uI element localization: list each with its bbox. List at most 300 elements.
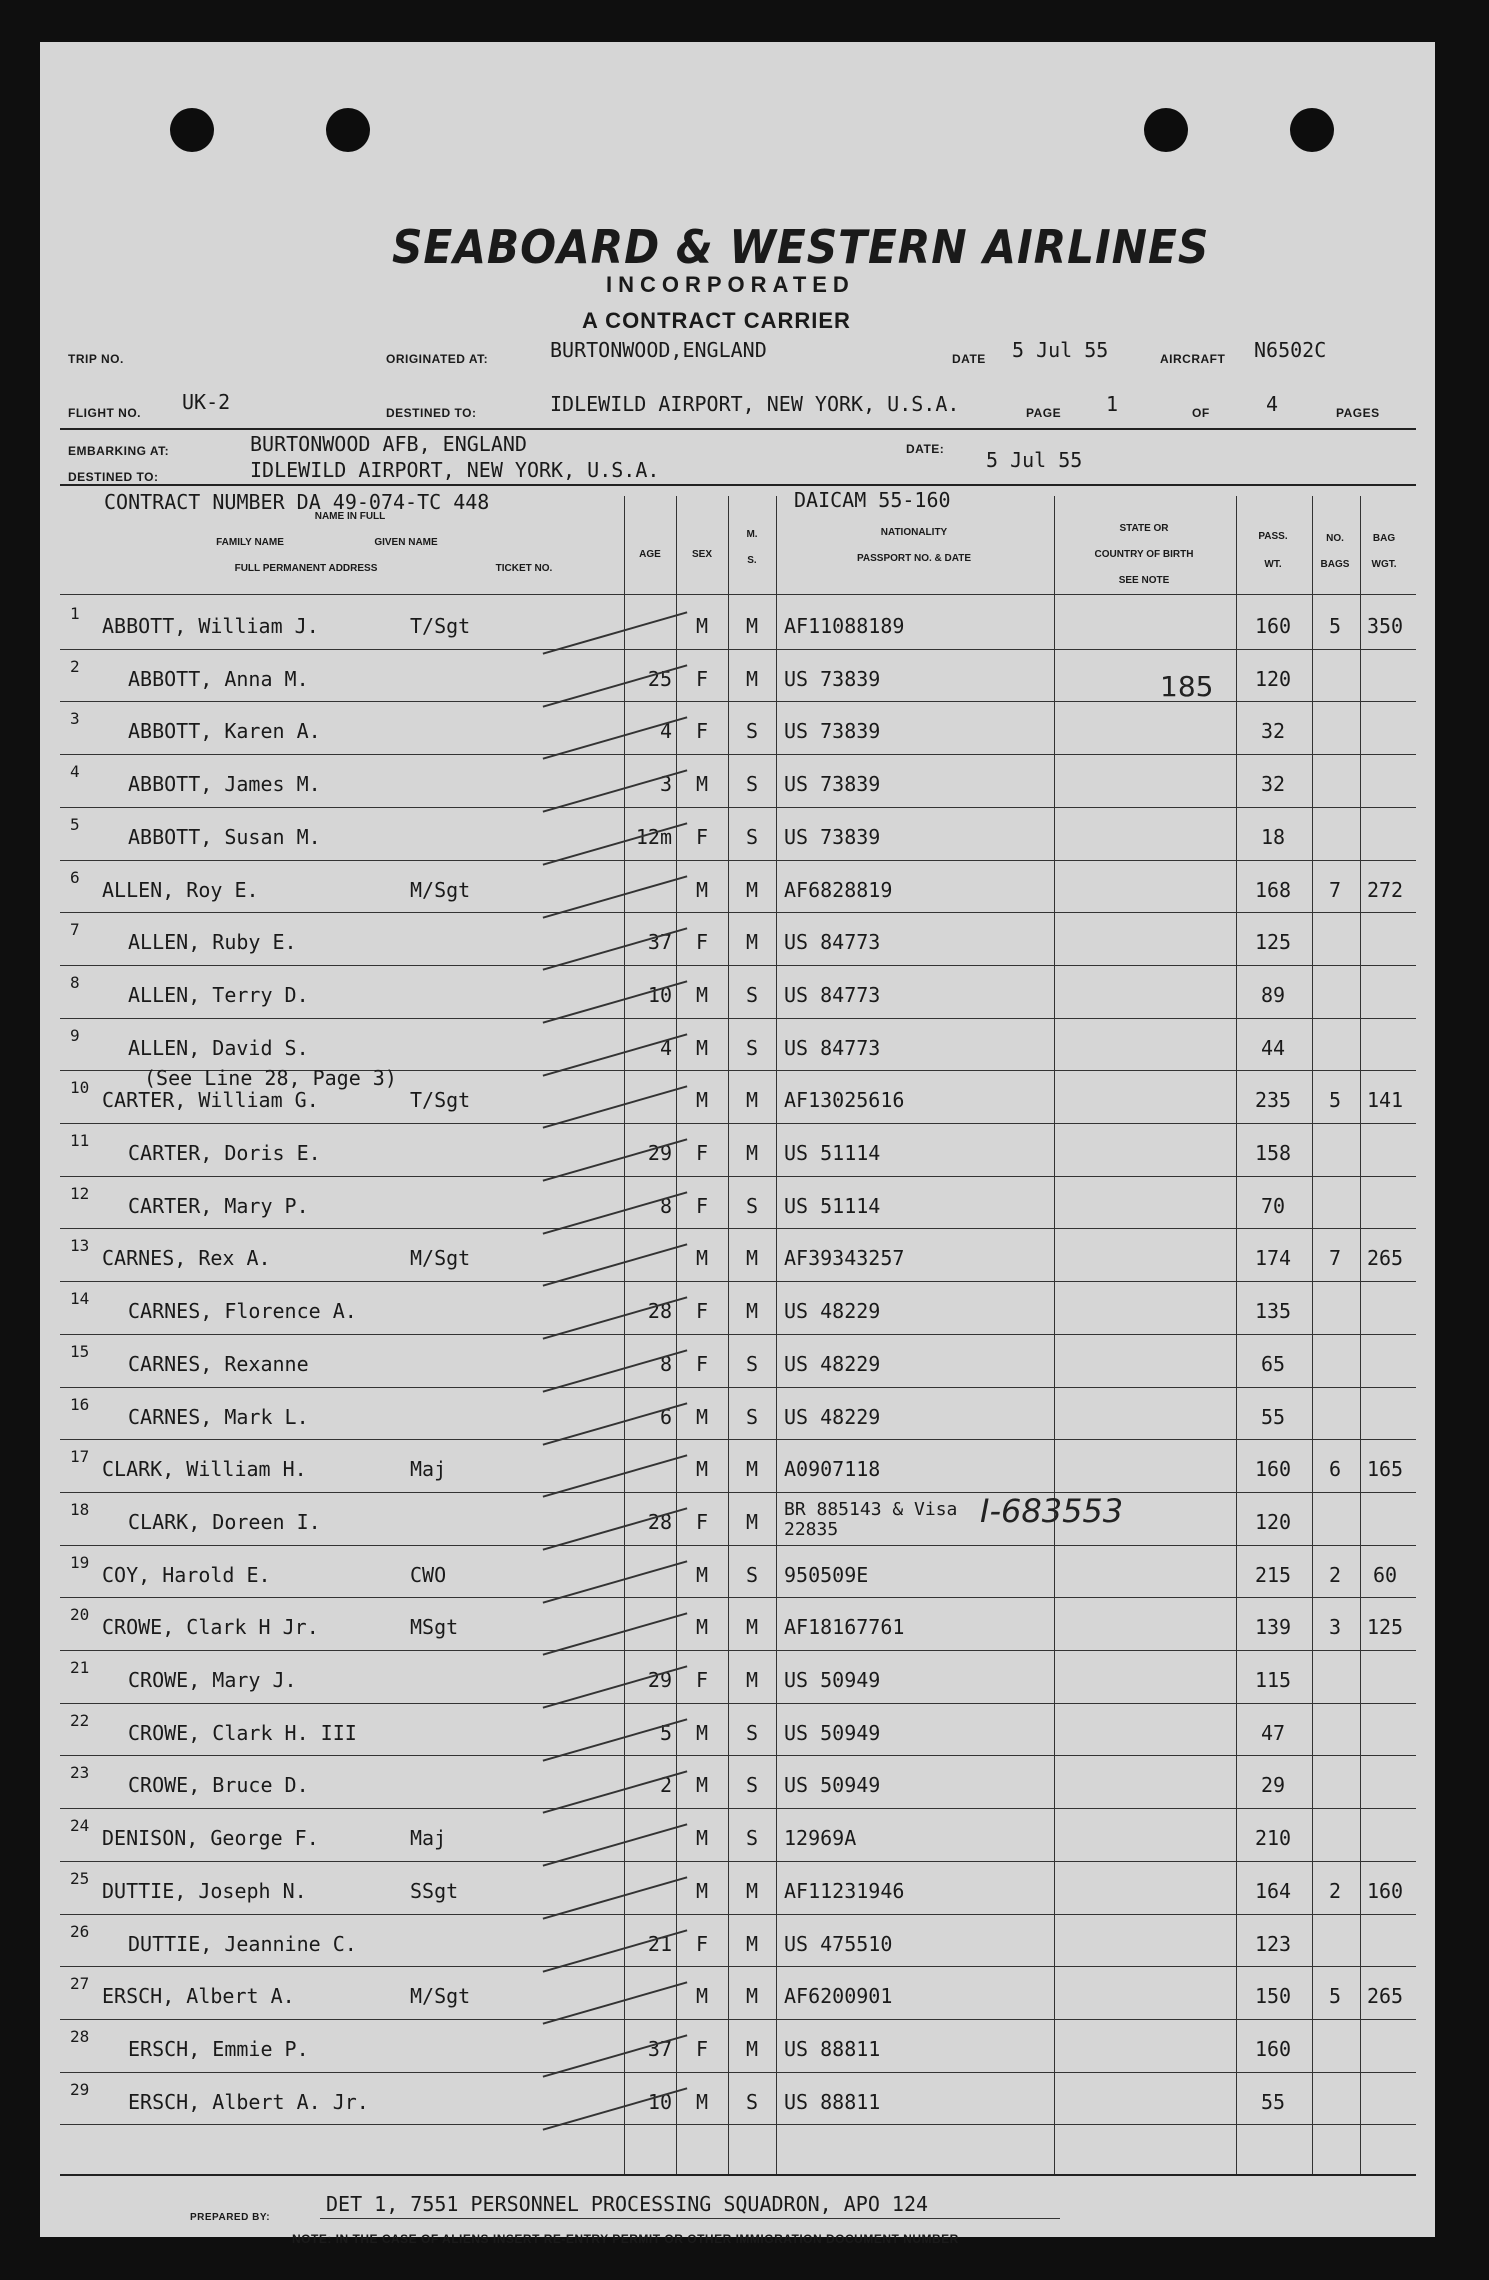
passenger-marital-status: M [745,1246,759,1271]
passenger-weight: 44 [1260,1035,1286,1060]
passenger-passport: US 88811 [784,2036,881,2061]
row-number: 2 [70,656,80,676]
passenger-sex: F [695,1193,709,1218]
contract-carrier-label: A CONTRACT CARRIER [582,308,851,333]
passenger-age: 29 [647,1668,672,1692]
row-number: 16 [70,1394,90,1414]
passenger-rank: Maj [410,1826,447,1851]
aircraft-label: AIRCRAFT [1160,352,1226,366]
passenger-age: 37 [647,930,672,955]
passenger-name: ABBOTT, James M. [128,772,321,797]
passenger-marital-status: S [745,1193,759,1218]
daicam-number: DAICAM 55-160 [794,488,951,512]
passenger-passport: AF6200901 [784,1984,893,2009]
passenger-sex: M [695,1878,709,1903]
passenger-marital-status: M [745,1088,759,1113]
passenger-marital-status: S [745,1035,759,1060]
passenger-age: 10 [647,982,672,1007]
passenger-marital-status: S [745,1404,759,1429]
passenger-weight: 115 [1254,1668,1292,1692]
col-age: AGE [639,549,661,560]
row-number: 12 [70,1183,90,1203]
passenger-sex: M [695,1720,709,1745]
embarking-at-value: BURTONWOOD AFB, ENGLAND [250,432,527,456]
col-bags-1: NO. [1326,533,1344,544]
passenger-sex: F [695,1509,709,1534]
company-name: SEABOARD & WESTERN AIRLINES [392,220,1210,274]
passenger-bags: 6 [1328,1457,1342,1482]
passenger-passport: US 84773 [784,1035,881,1060]
row-number: 4 [70,762,80,782]
row-number: 27 [70,1974,90,1994]
row-rule [60,1545,1416,1546]
passenger-bags: 7 [1328,877,1342,902]
passenger-marital-status: S [745,772,759,797]
prepared-by-line [320,2218,1060,2219]
passenger-name: DUTTIE, Joseph N. [102,1878,307,1903]
passenger-sex: M [695,1457,709,1482]
passenger-age: 4 [659,719,672,744]
passenger-marital-status: M [745,877,759,902]
flight-no-value: UK-2 [182,390,231,414]
passenger-weight: 55 [1260,2089,1286,2114]
passenger-weight: 168 [1254,877,1292,902]
row-rule [60,807,1416,808]
passenger-name: ABBOTT, Anna M. [128,666,309,691]
col-ticket-no: TICKET NO. [495,563,553,574]
passenger-passport: AF13025616 [784,1088,905,1113]
row-number: 24 [70,1816,90,1836]
aircraft-value: N6502C [1254,338,1327,362]
passenger-passport: US 73839 [784,666,881,691]
flight-no-label: FLIGHT NO. [68,406,141,420]
passenger-sex: M [695,1246,709,1271]
passenger-passport: US 48229 [784,1404,881,1429]
row-rule [60,1966,1416,1967]
passenger-marital-status: S [745,982,759,1007]
row-rule [60,1861,1416,1862]
passenger-name: CROWE, Clark H. III [128,1720,357,1745]
passenger-name: ALLEN, Roy E. [102,877,259,902]
passenger-marital-status: M [745,666,759,691]
row-number: 3 [70,709,80,729]
passenger-name: ALLEN, Terry D. [128,982,309,1007]
passenger-weight: 160 [1254,1457,1292,1482]
row-number: 6 [70,867,80,887]
passenger-weight: 174 [1254,1246,1292,1271]
passenger-marital-status: S [745,1351,759,1376]
incorporated-label: INCORPORATED [606,272,855,297]
passenger-passport: 12969A [784,1826,857,1851]
passenger-name: ERSCH, Albert A. Jr. [128,2089,369,2114]
passenger-age: 28 [647,1299,672,1324]
column-rule [624,496,625,2174]
row-rule [60,965,1416,966]
passenger-weight: 160 [1254,614,1292,638]
passenger-sex: F [695,1141,709,1165]
passenger-age: 12m [635,824,672,849]
passenger-name: CLARK, William H. [102,1457,307,1482]
col-bag-wgt-2: WGT. [1371,559,1397,570]
passenger-bag-weight: 165 [1366,1457,1404,1482]
punch-hole [326,108,370,152]
passenger-marital-status: M [745,1299,759,1324]
passenger-rank: CWO [410,1562,447,1587]
passenger-age: 5 [659,1720,672,1745]
column-rule [728,496,729,2174]
separator [60,428,1416,430]
manifest-page [40,42,1435,2246]
passenger-passport: AF18167761 [784,1615,905,1640]
passenger-marital-status: S [745,719,759,744]
row-rule [60,1597,1416,1598]
passenger-passport: US 50949 [784,1773,881,1798]
row-rule [60,1439,1416,1440]
passenger-rank: SSgt [410,1878,459,1903]
passenger-age: 2 [659,1773,672,1798]
passenger-name: CARTER, Mary P. [128,1193,309,1218]
passenger-sex: M [695,1035,709,1060]
passenger-passport: US 50949 [784,1668,881,1692]
passenger-passport: US 84773 [784,982,881,1007]
passenger-bags: 5 [1328,614,1342,638]
passenger-name: CARNES, Rex A. [102,1246,271,1271]
passenger-sex: M [695,614,709,638]
passenger-bags: 2 [1328,1878,1342,1903]
passenger-passport: 950509E [784,1562,869,1587]
passenger-name: CARNES, Rexanne [128,1351,309,1376]
passenger-weight: 70 [1260,1193,1286,1218]
passenger-marital-status: S [745,824,759,849]
row-rule [60,1281,1416,1282]
passenger-sex: F [695,1299,709,1324]
passenger-sex: M [695,1984,709,2009]
passenger-weight: 55 [1260,1404,1286,1429]
passenger-passport: US 48229 [784,1299,881,1324]
passenger-marital-status: M [745,1984,759,2009]
row-rule [60,2019,1416,2020]
row-rule [60,912,1416,913]
originated-at-value: BURTONWOOD,ENGLAND [550,338,767,362]
passenger-weight: 150 [1254,1984,1292,2009]
passenger-sex: F [695,930,709,955]
row-number: 8 [70,972,80,992]
footer-note: NOTE: IN THE CASE OF ALIENS INSERT RE-ENTRY PERMIT OR OTHER IMMIGRATION DOCUMENT NUMBER [292,2232,959,2246]
separator [60,2174,1416,2176]
passenger-marital-status: S [745,2089,759,2114]
col-bags-2: BAGS [1320,559,1350,570]
col-name-in-full: NAME IN FULL [314,511,386,522]
passenger-marital-status: M [745,2036,759,2061]
passenger-bags: 3 [1328,1615,1342,1640]
row-rule [60,1387,1416,1388]
passenger-rank: Maj [410,1457,447,1482]
passenger-weight: 235 [1254,1088,1292,1113]
row-number: 9 [70,1025,80,1045]
passenger-age: 4 [659,1035,672,1060]
row-number: 10 [70,1078,90,1098]
handwritten-alien-number: I-683553 [980,1492,1124,1530]
passenger-rank: T/Sgt [410,1088,471,1113]
passenger-passport: AF11231946 [784,1878,905,1903]
col-marital-s: S. [747,555,757,566]
passenger-bag-weight: 125 [1366,1615,1404,1640]
passenger-sex: F [695,1668,709,1692]
passenger-rank: M/Sgt [410,877,471,902]
passenger-bag-weight: 141 [1366,1088,1404,1113]
passenger-age: 8 [659,1193,672,1218]
passenger-sex: M [695,1562,709,1587]
passenger-marital-status: M [745,1878,759,1903]
passenger-name: COY, Harold E. [102,1562,271,1587]
row-number: 14 [70,1289,90,1309]
passenger-passport: AF11088189 [784,614,905,638]
passenger-sex: M [695,1826,709,1851]
passenger-name: CROWE, Clark H Jr. [102,1615,319,1640]
column-rule [1360,496,1361,2174]
passenger-name: ABBOTT, Karen A. [128,719,321,744]
page-total-value: 4 [1266,392,1279,416]
row-rule [60,1018,1416,1019]
row-rule [60,754,1416,755]
passenger-rank: T/Sgt [410,614,471,638]
col-sex: SEX [691,549,712,560]
punch-hole [1290,108,1334,152]
column-rule [1054,496,1055,2174]
passenger-weight: 32 [1260,772,1286,797]
destined-to-value: IDLEWILD AIRPORT, NEW YORK, U.S.A. [550,392,960,416]
page-value: 1 [1106,392,1119,416]
passenger-passport: AF6828819 [784,877,893,902]
row-number: 21 [70,1658,90,1677]
passenger-marital-status: M [745,1457,759,1482]
date-label-2: DATE: [906,442,945,456]
col-passport: PASSPORT NO. & DATE [856,553,972,564]
passenger-marital-status: M [745,1931,759,1956]
passenger-weight: 32 [1260,719,1286,744]
row-number: 7 [70,920,80,940]
passenger-age: 3 [659,772,672,797]
punch-hole [1144,108,1188,152]
passenger-passport: US 50949 [784,1720,881,1745]
passenger-sex: F [695,824,709,849]
passenger-weight: 160 [1254,2036,1292,2061]
passenger-passport: US 84773 [784,930,881,955]
passenger-name: ALLEN, David S. [128,1035,309,1060]
passenger-passport: US 73839 [784,772,881,797]
of-label: OF [1192,406,1210,420]
date-value-2: 5 Jul 55 [986,448,1083,472]
col-state-1: STATE OR [1119,523,1169,534]
passenger-sex: M [695,982,709,1007]
passenger-age: 29 [647,1141,672,1165]
passenger-age: 25 [647,666,672,691]
passenger-marital-status: M [745,1615,759,1640]
passenger-name: CARNES, Florence A. [128,1299,357,1324]
row-rule [60,1914,1416,1915]
passenger-rank: MSgt [410,1615,459,1640]
passenger-name: CARTER, Doris E. [128,1141,321,1165]
passenger-name: ERSCH, Albert A. [102,1984,295,2009]
passenger-weight: 47 [1260,1720,1286,1745]
passenger-sex: M [695,877,709,902]
passenger-name: CARTER, William G. [102,1088,319,1113]
passenger-age: 10 [647,2089,672,2114]
row-number: 28 [70,2026,90,2046]
passenger-bags: 5 [1328,1984,1342,2009]
date-label: DATE [952,352,986,366]
passenger-name: DENISON, George F. [102,1826,319,1851]
row-rule [60,1703,1416,1704]
row-number: 1 [70,604,80,623]
passenger-bags: 5 [1328,1088,1342,1113]
header-bottom-rule [60,594,1416,595]
passenger-name: CLARK, Doreen I. [128,1509,321,1534]
passenger-sex: F [695,1931,709,1956]
destined-to-value-2: IDLEWILD AIRPORT, NEW YORK, U.S.A. [250,458,660,482]
passenger-name: CROWE, Mary J. [128,1668,297,1692]
passenger-weight: 135 [1254,1299,1292,1324]
passenger-passport: US 475510 [784,1931,893,1956]
passenger-weight: 29 [1260,1773,1286,1798]
row-rule [60,1808,1416,1809]
passenger-name: ERSCH, Emmie P. [128,2036,309,2061]
passenger-passport: US 88811 [784,2089,881,2114]
col-pass-wt-2: WT. [1264,559,1282,570]
passenger-marital-status: M [745,1668,759,1692]
destined-to-label-2: DESTINED TO: [68,470,159,484]
column-rule [1312,496,1313,2174]
row-rule [60,649,1416,650]
destined-to-label: DESTINED TO: [386,406,477,420]
row-number: 5 [70,814,80,834]
passenger-marital-status: S [745,1562,759,1587]
col-pass-wt-1: PASS. [1258,531,1288,542]
passenger-sex: F [695,1351,709,1376]
row-rule [60,1123,1416,1124]
passenger-bag-weight: 350 [1366,614,1404,638]
row-number: 18 [70,1499,90,1519]
passenger-passport: US 51114 [784,1193,881,1218]
passenger-marital-status: M [745,930,759,955]
row-number: 13 [70,1236,90,1256]
column-rule [776,496,777,2174]
passenger-marital-status: M [745,1141,759,1165]
page-label: PAGE [1026,406,1062,420]
col-marital-m: M. [746,529,758,540]
passenger-name: ABBOTT, Susan M. [128,824,321,849]
passenger-sex: F [695,666,709,691]
passenger-bag-weight: 60 [1372,1562,1398,1587]
passenger-weight: 120 [1254,1509,1292,1534]
passenger-sex: F [695,719,709,744]
passenger-bag-weight: 265 [1366,1246,1404,1271]
passenger-name: DUTTIE, Jeannine C. [128,1931,357,1956]
passenger-weight: 158 [1254,1141,1292,1165]
passenger-marital-status: S [745,1720,759,1745]
passenger-age: 28 [647,1509,672,1534]
handwritten-note-185: 185 [1160,670,1214,703]
trip-no-label: TRIP NO. [68,352,124,366]
row-number: 22 [70,1710,90,1730]
passenger-sex: M [695,772,709,797]
passenger-sex: M [695,1404,709,1429]
passenger-bag-weight: 272 [1366,877,1404,902]
passenger-name: CARNES, Mark L. [128,1404,309,1429]
passenger-weight: 123 [1254,1931,1292,1956]
row-rule [60,2072,1416,2073]
passenger-marital-status: M [745,614,759,638]
row-number: 29 [70,2079,90,2099]
passenger-weight: 120 [1254,666,1292,691]
row-rule [60,1650,1416,1651]
row-number: 25 [70,1868,90,1888]
passenger-sex: M [695,2089,709,2114]
passenger-rank: M/Sgt [410,1246,471,1271]
passenger-weight: 210 [1254,1826,1292,1851]
row-number: 15 [70,1341,90,1361]
passenger-passport: A0907118 [784,1457,881,1482]
passenger-bag-weight: 160 [1366,1878,1404,1903]
passenger-name: ABBOTT, William J. [102,614,319,638]
passenger-passport: US 51114 [784,1141,881,1165]
row-rule [60,1492,1416,1493]
punch-hole [170,108,214,152]
passenger-name: CROWE, Bruce D. [128,1773,309,1798]
passenger-passport: US 73839 [784,719,881,744]
passenger-sex: M [695,1088,709,1113]
passenger-weight: 89 [1260,982,1286,1007]
col-state-3: SEE NOTE [1118,575,1170,586]
passenger-name: ALLEN, Ruby E. [128,930,297,955]
passenger-marital-status: S [745,1773,759,1798]
passenger-sex: M [695,1773,709,1798]
col-full-address: FULL PERMANENT ADDRESS [234,563,378,574]
passenger-passport: US 73839 [784,824,881,849]
passenger-weight: 164 [1254,1878,1292,1903]
row-number: 26 [70,1921,90,1941]
col-given-name: GIVEN NAME [374,537,438,548]
passenger-weight: 215 [1254,1562,1292,1587]
passenger-bags: 7 [1328,1246,1342,1271]
embarking-at-label: EMBARKING AT: [68,444,170,458]
passenger-passport: US 48229 [784,1351,881,1376]
col-bag-wgt-1: BAG [1372,533,1396,544]
see-line-note: (See Line 28, Page 3) [144,1066,397,1090]
row-rule [60,1176,1416,1177]
passenger-weight: 65 [1260,1351,1286,1376]
row-rule [60,1755,1416,1756]
passenger-marital-status: M [745,1509,759,1534]
passenger-passport: BR 885143 & Visa 22835 [784,1498,958,1540]
pages-label: PAGES [1336,406,1380,420]
passenger-age: 37 [647,2036,672,2061]
passenger-weight: 139 [1254,1615,1292,1640]
passenger-marital-status: S [745,1826,759,1851]
passenger-weight: 18 [1260,824,1286,849]
row-rule [60,860,1416,861]
col-state-2: COUNTRY OF BIRTH [1094,549,1194,560]
passenger-bags: 2 [1328,1562,1342,1587]
contract-number: CONTRACT NUMBER DA 49-074-TC 448 [104,490,490,514]
row-rule [60,2124,1416,2125]
passenger-sex: F [695,2036,709,2061]
passenger-passport: AF39343257 [784,1246,905,1271]
prepared-by-value: DET 1, 7551 PERSONNEL PROCESSING SQUADRON, APO 124 [326,2192,929,2216]
col-family-name: FAMILY NAME [216,537,284,548]
row-number: 23 [70,1763,90,1783]
row-rule [60,1334,1416,1335]
